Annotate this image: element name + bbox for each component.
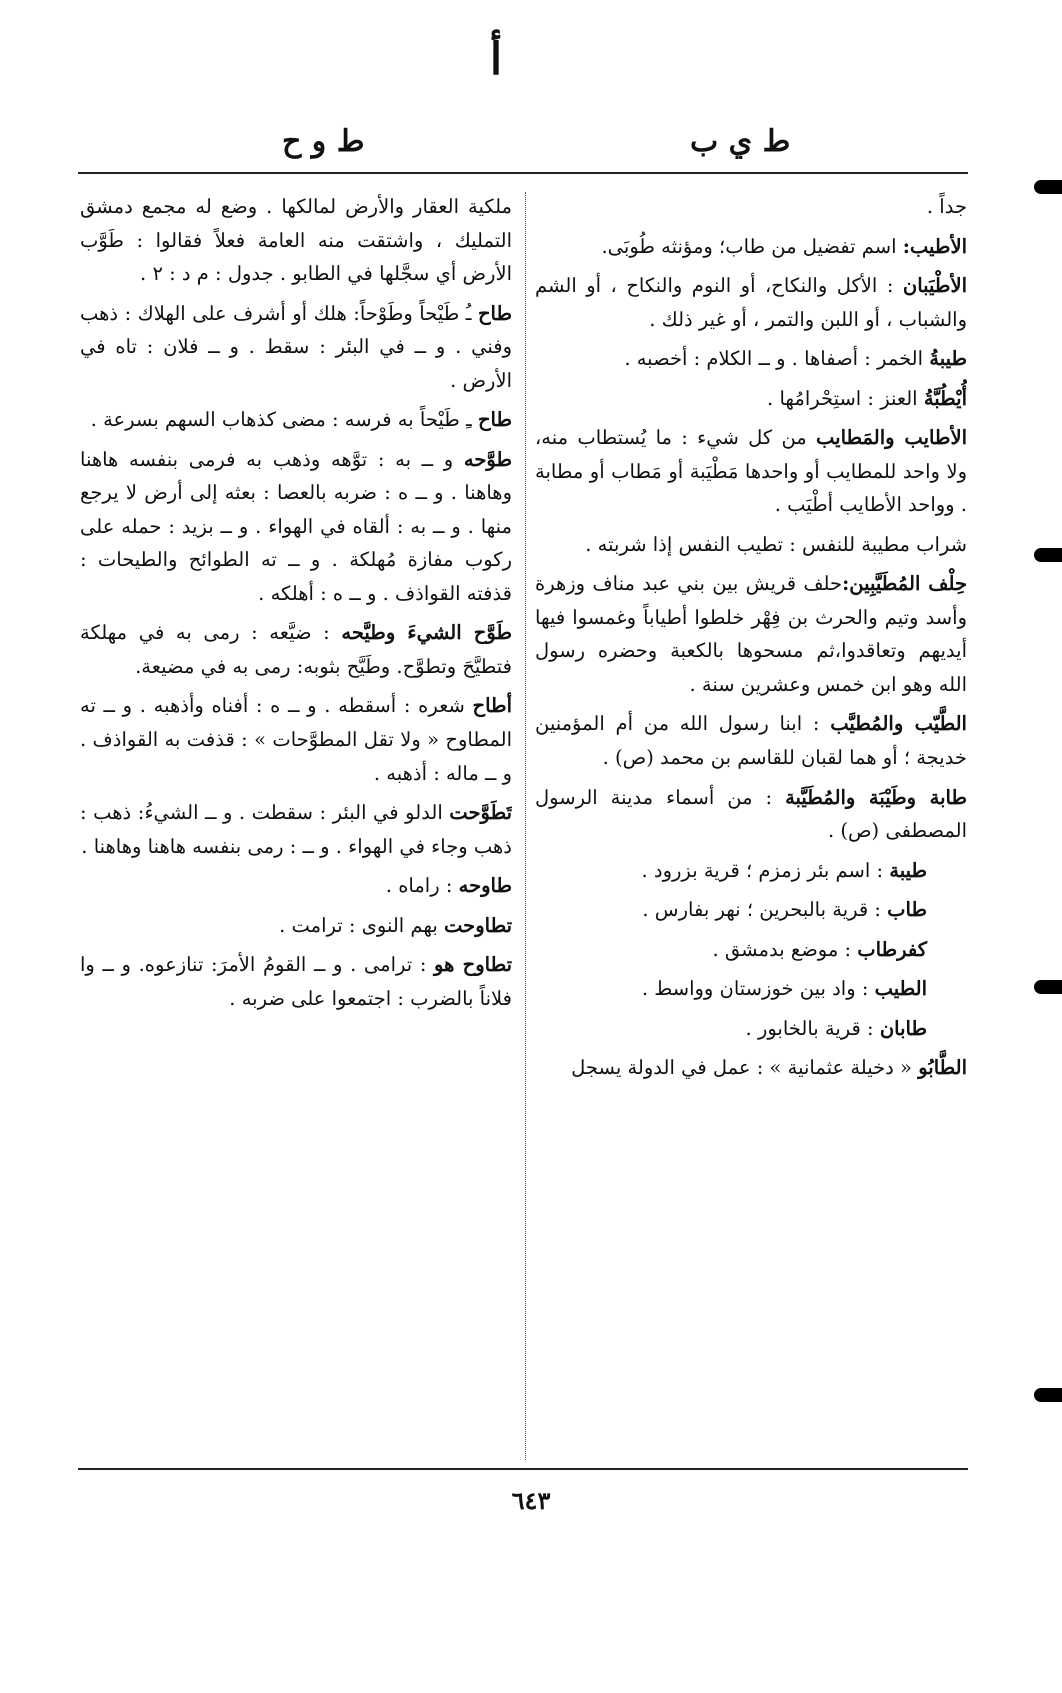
dictionary-entry xyxy=(80,689,512,790)
entry-definition: : راماه . xyxy=(385,874,459,898)
dictionary-entry xyxy=(80,869,512,903)
footer-rule xyxy=(78,1468,968,1470)
dictionary-entry xyxy=(535,854,967,888)
entry-definition: : واد بين خوزستان وواسط . xyxy=(641,977,875,1001)
entry-headword: تطاوحت xyxy=(444,913,512,937)
dictionary-entry xyxy=(535,933,967,967)
header-root-left: ط و ح xyxy=(282,124,365,159)
entry-definition: : قرية بالبحرين ؛ نهر بفارس . xyxy=(642,898,888,922)
dictionary-entry xyxy=(535,1051,967,1085)
entry-definition: : ضيَّعه : رمى به في مهلكة فتطيَّحَ وتطوَّح. وطَيَّح بثوبه: رمى به في مضيعة. xyxy=(80,621,512,678)
entry-headword: الأطْيَبان xyxy=(902,274,967,298)
thumb-index-tab xyxy=(1034,1388,1062,1402)
dictionary-entry xyxy=(535,781,967,848)
entry-definition: : قرية بالخابور . xyxy=(745,1016,880,1040)
dictionary-entry xyxy=(80,796,512,863)
entry-definition: : من أسماء مدينة الرسول المصطفى (ص) . xyxy=(535,785,967,843)
entry-headword: الطيب xyxy=(874,977,927,1001)
dictionary-entry xyxy=(535,421,967,522)
header-root-right: ط ي ب xyxy=(690,124,791,159)
entry-definition: ـِ طَيْحاً به فرسه : مضى كذهاب السهم بسرعة . xyxy=(90,408,478,432)
entry-definition: بهم النوى : ترامت . xyxy=(279,913,445,937)
entry-headword: طاوحه xyxy=(458,874,512,898)
entry-definition: الدلو في البئر : سقطت . و ــ الشيءُ: ذهب : ذهب وجاء في الهواء . و ــ : رمى بنفسه هاهنا وهاهنا . xyxy=(80,801,512,858)
page-mark: أ xyxy=(489,34,503,85)
dictionary-entry xyxy=(80,909,512,943)
thumb-index-tab xyxy=(1034,180,1062,194)
entry-definition: ملكية العقار والأرض لمالكها . وضع له مجمع دمشق التمليك ، واشتقت منه العامة فعلاً فقالوا : طَوَّب الأرض أي سجَّلها في الطابو . جدول : م د : ٢ . xyxy=(80,195,512,286)
thumb-index-tab xyxy=(1034,548,1062,562)
entry-definition: : ترامى . و ــ القومُ الأمرَ: تنازعوه. و ــ وا فلاناً بالضرب : اجتمعوا على ضربه . xyxy=(80,953,512,1010)
entry-headword: أُيْطُبَّةُ xyxy=(923,386,967,410)
entry-headword: كفرطاب xyxy=(857,937,927,961)
header-rule xyxy=(78,172,968,174)
entry-definition: ـُ طَيْحاً وطَوْحاً: هلك أو أشرف على الهلاك : ذهب وفني . و ــ في البئر : سقط . و ــ فلان : تاه في الأرض . xyxy=(80,301,512,392)
left-column xyxy=(80,190,512,1458)
entry-definition: حلف قريش بين بني عبد مناف وزهرة وأسد وتيم والحرث بن فِهْر خلطوا أطياباً وغمسوا فيها أيديهم وتعاقدوا،ثم مسحوها بالكعبة وحضره رسول الله وهو ابن خمس وعشرين سنة . xyxy=(535,572,967,696)
entry-headword: الأطيب: xyxy=(902,234,967,258)
column-divider xyxy=(525,192,526,1460)
thumb-index-tab xyxy=(1034,980,1062,994)
entry-definition: : موضع بدمشق . xyxy=(712,937,858,961)
entry-definition: شعره : أسقطه . و ــ ه : أفناه وأذهبه . و ــ ته المطاوح « ولا تقل المطوَّحات » : قذفت به القواذف . و ــ ماله : أذهبه . xyxy=(80,694,512,785)
dictionary-entry xyxy=(535,342,967,376)
dictionary-entry xyxy=(80,190,512,291)
dictionary-entry xyxy=(535,972,967,1006)
entry-headword: طابان xyxy=(879,1016,927,1040)
entry-headword: طيبةُ xyxy=(929,347,967,371)
dictionary-entry xyxy=(535,382,967,416)
dictionary-entry xyxy=(80,616,512,683)
entry-headword: طيبة xyxy=(889,858,927,882)
dictionary-entry xyxy=(535,707,967,774)
dictionary-entry xyxy=(80,443,512,611)
entry-headword: الطَّيّب والمُطيَّب xyxy=(830,712,967,736)
entry-headword: طاح xyxy=(477,408,512,432)
dictionary-entry xyxy=(535,893,967,927)
entry-definition: الخمر : أصفاها . و ــ الكلام : أخصبه . xyxy=(624,347,930,371)
entry-headword: طوَّحه xyxy=(463,447,512,471)
entry-headword: الطَّابُو xyxy=(918,1056,967,1080)
entry-definition: « دخيلة عثمانية » : عمل في الدولة يسجل xyxy=(571,1056,919,1080)
entry-headword: حِلْف المُطَيَّبِين: xyxy=(842,572,967,596)
page-number: ٦٤٣ xyxy=(511,1486,551,1515)
dictionary-entry xyxy=(535,528,967,562)
dictionary-entry xyxy=(535,1012,967,1046)
entry-definition: العنز : استِحْرامُها . xyxy=(767,386,924,410)
dictionary-entry xyxy=(535,269,967,336)
entry-definition: : ابنا رسول الله من أم المؤمنين خديجة ؛ أو هما لقبان للقاسم بن محمد (ص) . xyxy=(535,712,967,769)
dictionary-entry xyxy=(80,297,512,398)
entry-headword: طاب xyxy=(887,898,927,922)
entry-headword: أطاح xyxy=(472,694,512,718)
entry-headword: طاح xyxy=(477,301,512,325)
entry-definition: اسم تفضيل من طاب؛ ومؤنثه طُوبَى. xyxy=(601,234,903,258)
entry-definition: و ــ به : توَّهه وذهب به فرمى بنفسه هاهنا وهاهنا . و ــ ه : ضربه بالعصا : بعثه إلى أرض لا يرجع منها . و ــ به : ألقاه في الهواء . و ــ بزيد : حمله على ركوب مفازة مُهلكة . و ــ ته الطوائح والطيحات : قذفته القواذف . و ــ ه : أهلكه . xyxy=(80,447,512,605)
entry-definition: شراب مطيبة للنفس : تطيب النفس إذا شربته . xyxy=(585,532,967,556)
entry-headword: طابة وطَيْبَة والمُطَيَّبة xyxy=(785,785,967,809)
dictionary-entry xyxy=(535,190,967,224)
entry-definition: : اسم بئر زمزم ؛ قرية بزرود . xyxy=(641,858,890,882)
entry-headword: تَطَوَّحت xyxy=(449,801,512,825)
dictionary-entry xyxy=(80,948,512,1015)
entry-headword: تطاوح هو xyxy=(434,953,512,977)
entry-headword: طَوَّح الشيءَ وطيَّحه xyxy=(341,621,512,645)
entry-definition: : الأكل والنكاح، أو النوم والنكاح ، أو الشم والشباب ، أو اللبن والتمر ، أو غير ذلك . xyxy=(535,274,967,331)
dictionary-entry xyxy=(80,403,512,437)
entry-definition: من كل شيء : ما يُستطاب منه، ولا واحد للمطايب أو واحدها مَطْيَبة أو مَطاب أو مطابة . وواحد الأطايب أطْيَب . xyxy=(535,426,967,517)
dictionary-entry xyxy=(535,230,967,264)
entry-definition: جداً . xyxy=(926,195,967,218)
right-column xyxy=(535,190,967,1458)
entry-headword: الأطايب والمَطايب xyxy=(816,426,967,450)
dictionary-entry xyxy=(535,567,967,701)
